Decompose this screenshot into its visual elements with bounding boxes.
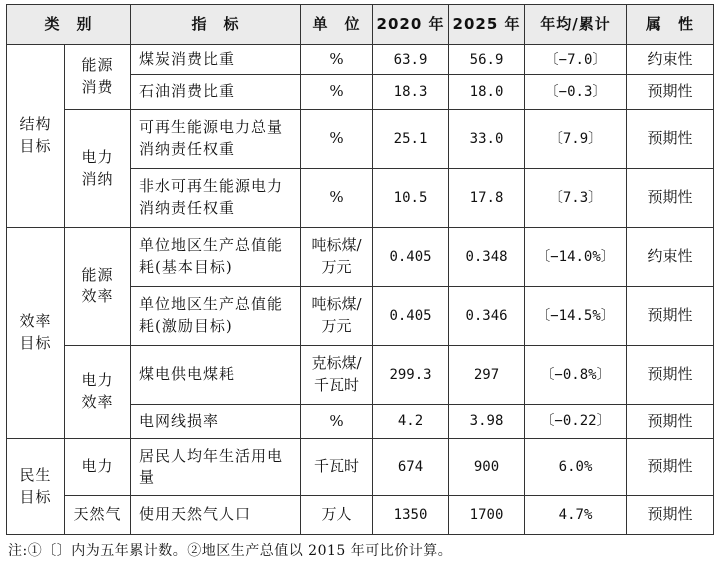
header-2025: 2025 年 [449, 5, 525, 45]
cell-2020: 10.5 [373, 169, 449, 228]
cell-2020: 25.1 [373, 110, 449, 169]
cell-2025: 297 [449, 345, 525, 404]
cell-indicator: 使用天然气人口 [131, 496, 301, 535]
cell-attr: 预期性 [627, 345, 714, 404]
cell-2020: 63.9 [373, 45, 449, 75]
cell-indicator: 可再生能源电力总量消纳责任权重 [131, 110, 301, 169]
table-row [7, 227, 714, 286]
cell-unit: % [301, 169, 373, 228]
cell-avg: 〔7.9〕 [525, 110, 627, 169]
table-row [7, 439, 714, 496]
cell-indicator: 电网线损率 [131, 404, 301, 439]
cell-2025: 0.348 [449, 227, 525, 286]
header-category: 类 别 [7, 5, 131, 45]
cell-2020: 0.405 [373, 227, 449, 286]
cell-unit: 吨标煤/万元 [301, 286, 373, 345]
cell-avg: 〔−7.0〕 [525, 45, 627, 75]
cell-attr: 预期性 [627, 496, 714, 535]
cell-avg: 〔−14.0%〕 [525, 227, 627, 286]
cell-2020: 1350 [373, 496, 449, 535]
cell-unit: % [301, 45, 373, 75]
table-row [7, 345, 714, 404]
cell-avg: 〔−0.3〕 [525, 75, 627, 110]
cell-attr: 预期性 [627, 439, 714, 496]
cell-2025: 18.0 [449, 75, 525, 110]
subgroup-energy-consumption: 能源消费 [65, 45, 131, 110]
cell-unit: % [301, 404, 373, 439]
group-structure: 结构目标 [7, 45, 65, 228]
table-row [7, 496, 714, 535]
group-livelihood: 民生目标 [7, 439, 65, 535]
cell-unit: 克标煤/千瓦时 [301, 345, 373, 404]
cell-2025: 17.8 [449, 169, 525, 228]
header-avg: 年均/累计 [525, 5, 627, 45]
subgroup-power-efficiency: 电力效率 [65, 345, 131, 439]
cell-attr: 预期性 [627, 286, 714, 345]
cell-attr: 预期性 [627, 404, 714, 439]
cell-indicator: 煤电供电煤耗 [131, 345, 301, 404]
header-unit: 单 位 [301, 5, 373, 45]
cell-attr: 约束性 [627, 45, 714, 75]
subgroup-gas: 天然气 [65, 496, 131, 535]
cell-avg: 〔7.3〕 [525, 169, 627, 228]
group-efficiency: 效率目标 [7, 227, 65, 438]
table-note: 注:①〔〕内为五年累计数。②地区生产总值以 2015 年可比价计算。 [8, 543, 453, 559]
cell-unit: 吨标煤/万元 [301, 227, 373, 286]
cell-avg: 6.0% [525, 439, 627, 496]
cell-indicator: 煤炭消费比重 [131, 45, 301, 75]
cell-avg: 〔−0.22〕 [525, 404, 627, 439]
cell-attr: 约束性 [627, 227, 714, 286]
header-2020: 2020 年 [373, 5, 449, 45]
table-row [7, 45, 714, 75]
cell-attr: 预期性 [627, 110, 714, 169]
header-attr: 属 性 [627, 5, 714, 45]
cell-indicator: 非水可再生能源电力消纳责任权重 [131, 169, 301, 228]
subgroup-power: 电力 [65, 439, 131, 496]
cell-indicator: 石油消费比重 [131, 75, 301, 110]
cell-2025: 1700 [449, 496, 525, 535]
cell-2025: 0.346 [449, 286, 525, 345]
cell-2020: 18.3 [373, 75, 449, 110]
indicator-table [6, 4, 714, 535]
cell-indicator: 居民人均年生活用电量 [131, 439, 301, 496]
cell-unit: % [301, 110, 373, 169]
cell-indicator: 单位地区生产总值能耗(基本目标) [131, 227, 301, 286]
cell-2020: 674 [373, 439, 449, 496]
cell-avg: 〔−0.8%〕 [525, 345, 627, 404]
cell-2020: 0.405 [373, 286, 449, 345]
header-indicator: 指 标 [131, 5, 301, 45]
cell-unit: 万人 [301, 496, 373, 535]
cell-2025: 3.98 [449, 404, 525, 439]
table-row [7, 110, 714, 169]
cell-2025: 33.0 [449, 110, 525, 169]
subgroup-power-consumption: 电力消纳 [65, 110, 131, 228]
cell-2020: 4.2 [373, 404, 449, 439]
header-row [7, 5, 714, 45]
cell-avg: 4.7% [525, 496, 627, 535]
cell-2025: 56.9 [449, 45, 525, 75]
cell-2025: 900 [449, 439, 525, 496]
subgroup-energy-efficiency: 能源效率 [65, 227, 131, 345]
cell-unit: % [301, 75, 373, 110]
cell-unit: 千瓦时 [301, 439, 373, 496]
cell-attr: 预期性 [627, 169, 714, 228]
cell-avg: 〔−14.5%〕 [525, 286, 627, 345]
cell-indicator: 单位地区生产总值能耗(激励目标) [131, 286, 301, 345]
cell-attr: 预期性 [627, 75, 714, 110]
cell-2020: 299.3 [373, 345, 449, 404]
